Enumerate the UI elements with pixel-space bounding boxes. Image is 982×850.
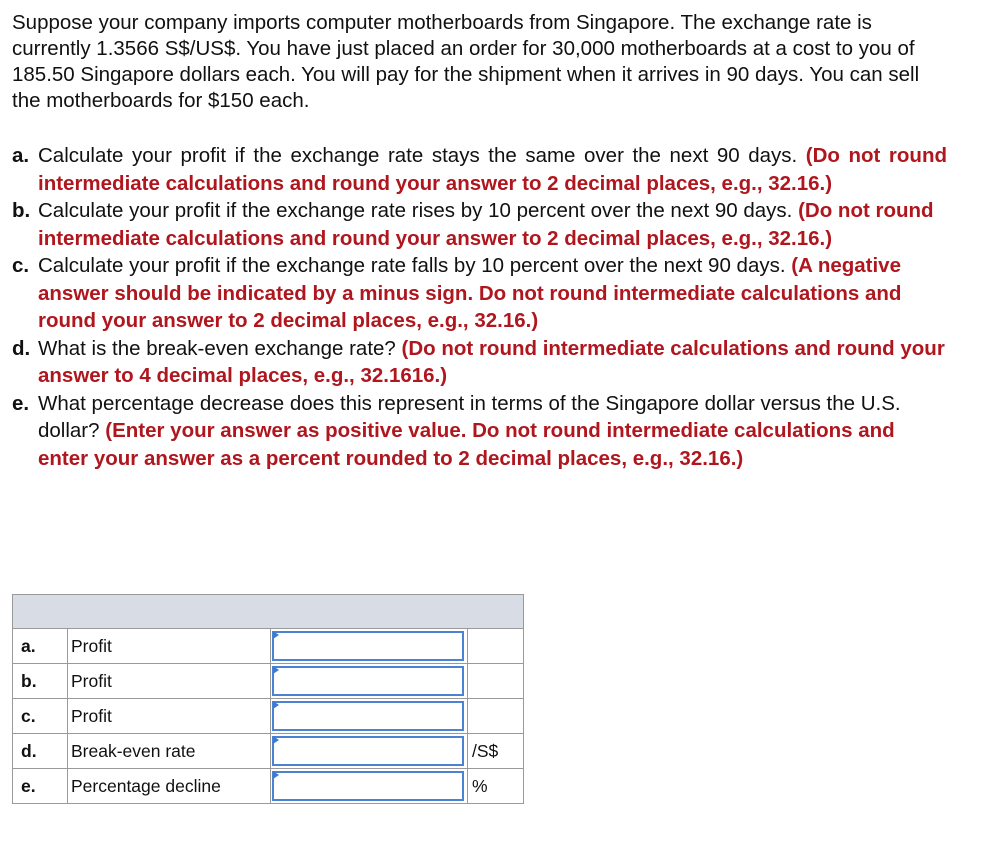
table-header-cell [13, 595, 524, 629]
answer-cell [271, 699, 468, 734]
table-row-d [13, 734, 524, 769]
input-flag-icon [273, 736, 279, 744]
question-list [12, 142, 947, 472]
row-letter: d. [13, 734, 68, 769]
row-label: Profit [68, 699, 271, 734]
question-instruction: (Do not round intermediate calculations and round your answer to 2 decimal places, e.g., 32.16.) [38, 144, 948, 195]
question-text: Calculate your profit if the exchange rate stays the same over the next 90 days. [38, 144, 798, 167]
input-flag-icon [273, 701, 279, 709]
question-letter: a. [12, 144, 30, 167]
question-letter: c. [12, 254, 30, 277]
question-instruction: (Do not round intermediate calculations and round your answer to 2 decimal places, e.g., 32.16.) [38, 199, 934, 250]
percentage-decline-input[interactable] [272, 771, 464, 801]
table-row-e [13, 769, 524, 804]
question-instruction: (Enter your answer as positive value. Do not round intermediate calculations and enter your answer as a percent rounded to 2 decimal places, e.g., 32.16.) [38, 419, 895, 470]
question-letter: b. [12, 199, 31, 222]
row-label: Profit [68, 664, 271, 699]
row-label: Profit [68, 629, 271, 664]
question-b [12, 197, 947, 252]
question-e [12, 390, 947, 473]
answer-cell [271, 734, 468, 769]
question-text: Calculate your profit if the exchange rate falls by 10 percent over the next 90 days. [38, 254, 786, 277]
answer-cell [271, 769, 468, 804]
row-letter: b. [13, 664, 68, 699]
question-text: What is the break-even exchange rate? [38, 336, 396, 360]
input-flag-icon [273, 631, 279, 639]
question-a [12, 142, 947, 197]
question-instruction: (Do not round intermediate calculations and round your answer to 4 decimal places, e.g., 32.1616.) [38, 336, 945, 387]
question-instruction: (A negative answer should be indicated by a minus sign. Do not round intermediate calculations and round your answer to 2 decimal places, e.g., 32.16.) [38, 254, 902, 332]
row-unit: % [468, 769, 524, 804]
row-label: Break-even rate [68, 734, 271, 769]
row-label: Percentage decline [68, 769, 271, 804]
table-row-b [13, 664, 524, 699]
input-flag-icon [273, 666, 279, 674]
row-unit [468, 664, 524, 699]
row-letter: a. [13, 629, 68, 664]
row-unit [468, 629, 524, 664]
answer-table [12, 594, 524, 804]
problem-intro: Suppose your company imports computer motherboards from Singapore. The exchange rate is currently 1.3566 S$/US$. You have just placed an order for 30,000 motherboards at a cost to you of 185.50 Singapore dollars each. You will pay for the shipment when it arrives in 90 days. You can sell the motherboards for $150 each. [12, 11, 920, 112]
input-flag-icon [273, 771, 279, 779]
row-letter: c. [13, 699, 68, 734]
row-unit [468, 699, 524, 734]
question-c [12, 252, 947, 335]
table-row-a [13, 629, 524, 664]
question-letter: d. [12, 336, 31, 360]
question-d [12, 335, 947, 390]
question-text: What percentage decrease does this represent in terms of the Singapore dollar versus the U.S. dollar? [38, 391, 901, 442]
question-letter: e. [12, 391, 30, 415]
answer-cell [271, 664, 468, 699]
row-letter: e. [13, 769, 68, 804]
break-even-rate-input[interactable] [272, 736, 464, 766]
question-text: Calculate your profit if the exchange rate rises by 10 percent over the next 90 days. [38, 199, 793, 222]
profit-b-input[interactable] [272, 666, 464, 696]
profit-a-input[interactable] [272, 631, 464, 661]
row-unit: /S$ [468, 734, 524, 769]
answer-cell [271, 629, 468, 664]
table-header-row [13, 595, 524, 629]
table-row-c [13, 699, 524, 734]
profit-c-input[interactable] [272, 701, 464, 731]
